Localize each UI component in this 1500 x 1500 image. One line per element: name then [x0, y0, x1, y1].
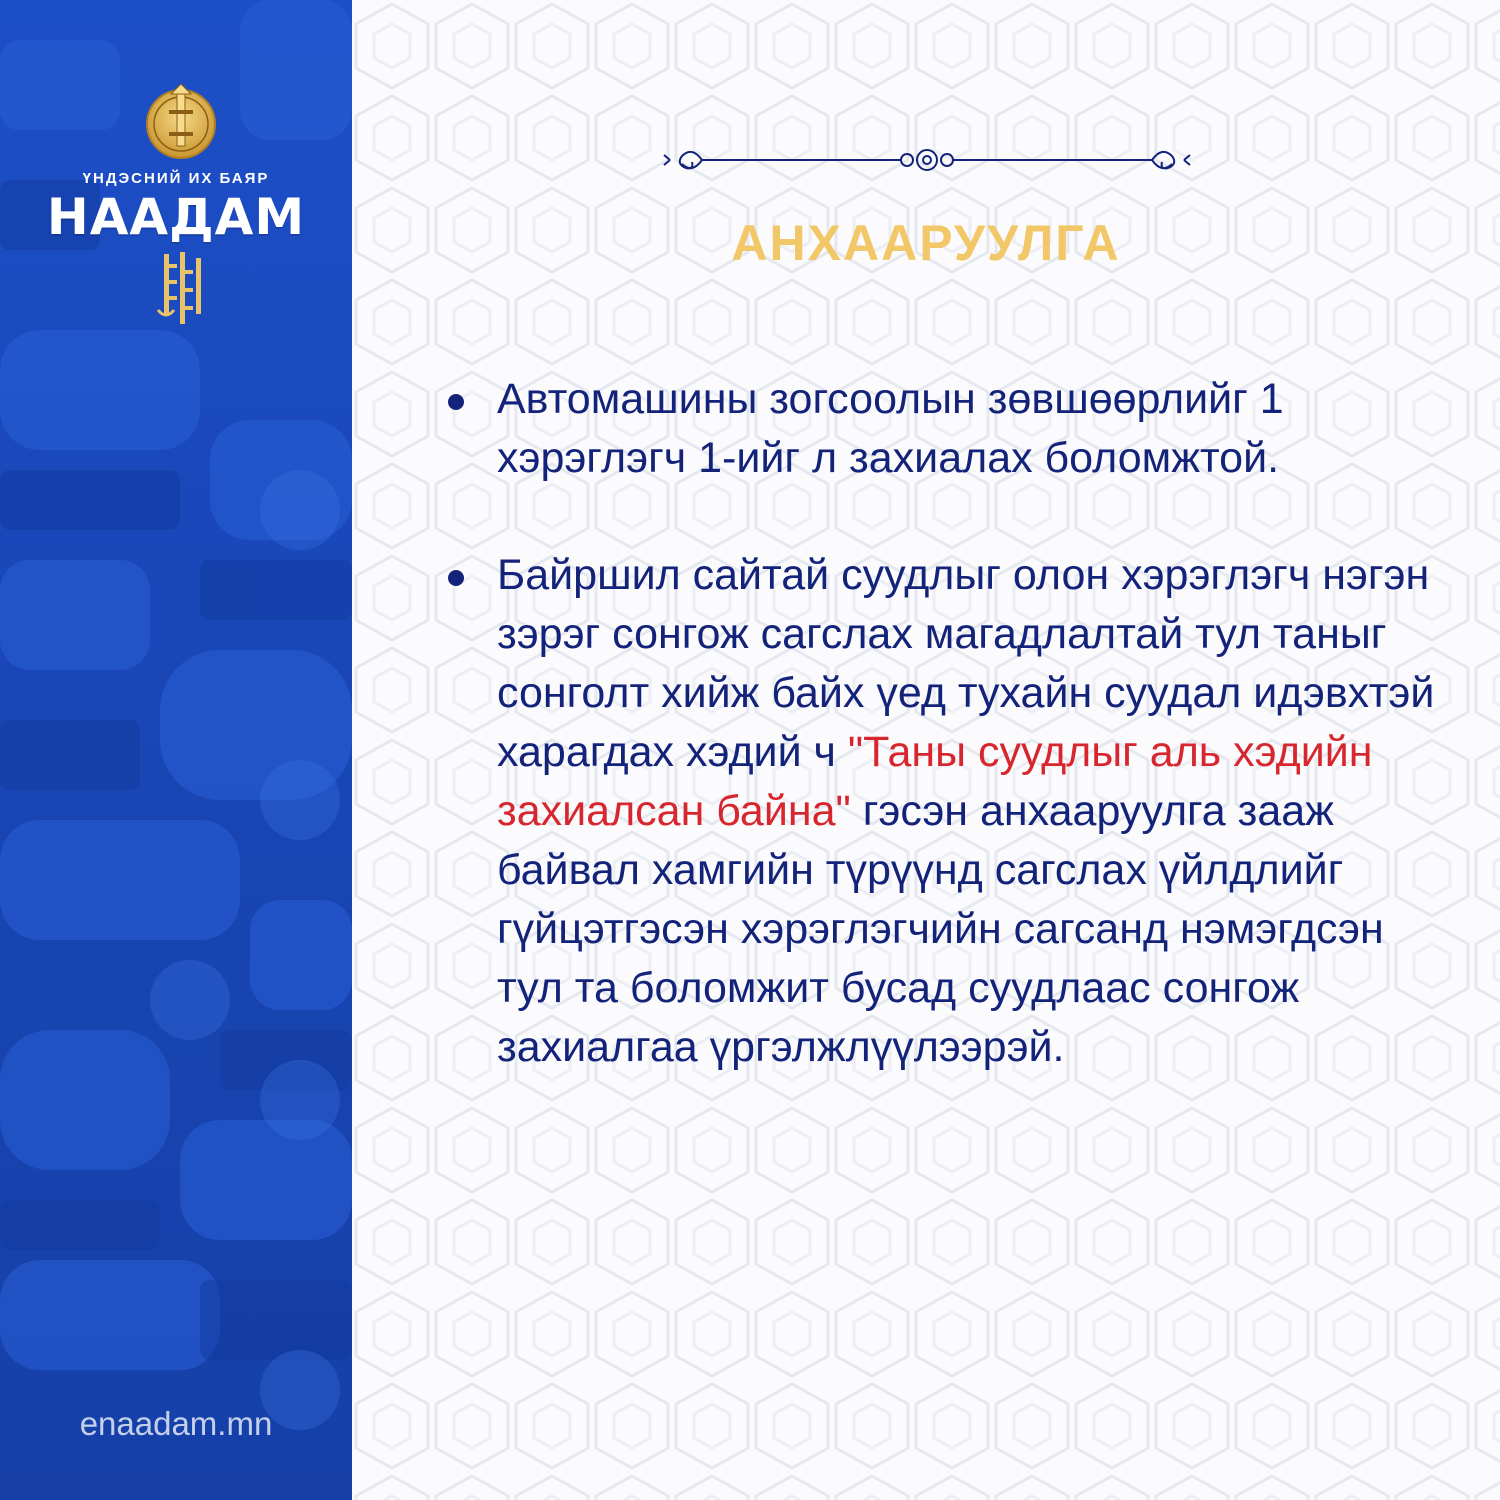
tagline: ҮНДЭСНИЙ ИХ БАЯР	[82, 170, 270, 187]
bullet-icon	[448, 394, 464, 410]
ornament-divider-icon	[662, 140, 1192, 180]
brand-logo-text: НААДАМ	[46, 188, 306, 246]
website-link[interactable]: enaadam.mn	[79, 1405, 273, 1442]
list-item-text: Автомашины зогсоолын зөвшөөрлийг 1 хэрэглэгч 1-ийг л захиалах боломжтой.	[497, 375, 1284, 482]
page-title: АНХААРУУЛГА	[731, 215, 1121, 271]
text-after-highlight: гэсэн анхааруулга зааж байвал хамгийн түрүүнд сагслах үйлдлийг гүйцэтгэсэн хэрэглэгчийн сагсанд нэмэгдсэн тул та боломжит бусад суудлаас сонгож захиалгаа үргэлжлүүлээрэй.	[497, 787, 1384, 1071]
text-before-highlight: Байршил сайтай суудлыг олон хэрэглэгч нэгэн зэрэг сонгож сагслах магадлалтай тул таныг сонголт хийж байх үед тухайн суудал идэвхтэй харагдах хэдий ч	[497, 551, 1435, 776]
list-item-text	[497, 546, 1452, 1077]
main-content	[352, 0, 1500, 1500]
bullet-icon	[448, 570, 464, 586]
list-item	[442, 370, 1452, 488]
notice-list	[442, 370, 1452, 1135]
mongolian-script-icon	[150, 250, 214, 330]
highlighted-warning: "Таны суудлыг аль хэдийн захиалсан байна"	[497, 728, 1373, 835]
list-item	[442, 546, 1452, 1077]
soyombo-emblem-icon	[142, 82, 220, 160]
sidebar	[0, 0, 352, 1500]
